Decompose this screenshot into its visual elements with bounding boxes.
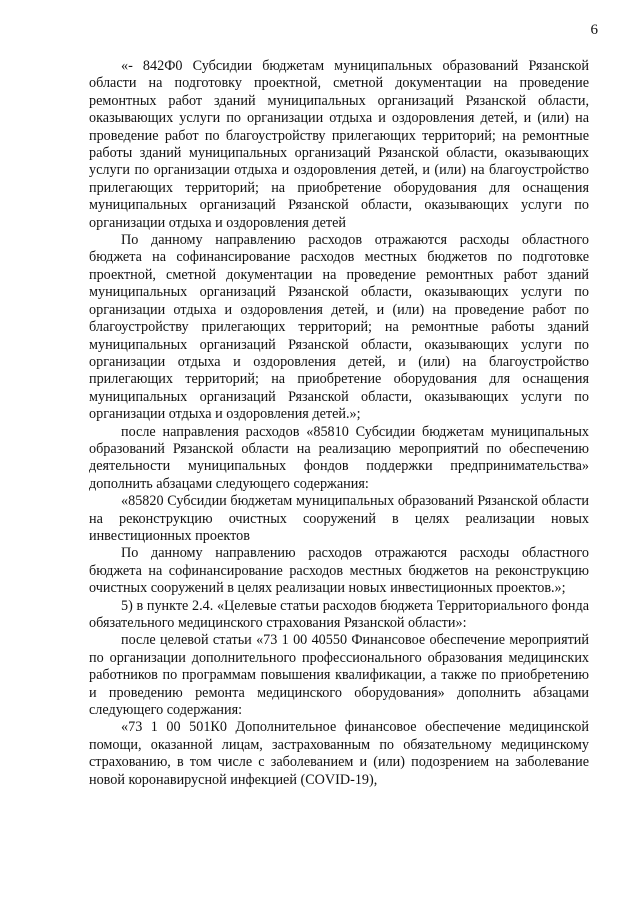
paragraph-subsidy-842F0-description: По данному направлению расходов отражаются расходы областного бюджета на софинансирование расходов местных бюджетов по подготовке проектной, сметной документации на проведение ремонтных работ зданий муниципальных организаций Рязанской области, оказывающих услуги по организации отдыха и оздоровления детей, и (или) на проведение работ по благоустройству прилегающих территорий; на ремонтные работы зданий муниципальных организаций Рязанской области, оказывающих услуги по организации отдыха и оздоровления детей, и (или) на благоустройство прилегающих территорий; на приобретение оборудования для оснащения муниципальных организаций Рязанской области, оказывающих услуги по организации отдыха и оздоровления детей.»; xyxy=(89,232,589,423)
page-number: 6 xyxy=(590,22,598,38)
paragraph-item-5: 5) в пункте 2.4. «Целевые статьи расходов бюджета Территориального фонда обязательного медицинского страхования Рязанской области»: xyxy=(89,597,589,631)
paragraph-after-85810: после направления расходов «85810 Субсидии бюджетам муниципальных образований Рязанской области на реализацию мероприятий по обеспечению деятельности муниципальных фондов поддержки предпринимательства» дополнить абзацами следующего содержания: xyxy=(89,423,589,492)
paragraph-after-40550: после целевой статьи «73 1 00 40550 Финансовое обеспечение мероприятий по организации дополнительного профессионального образования медицинских работников по программам повышения квалификации, а также по приобретению и проведению ремонта медицинского оборудования» дополнить абзацами следующего содержания: xyxy=(89,632,589,719)
paragraph-501K0: «73 1 00 501К0 Дополнительное финансовое обеспечение медицинской помощи, оказанной лицам, застрахованным по обязательному медицинскому страхованию, в том числе с заболеванием и (или) подозрением на заболевание новой коронавирусной инфекцией (COVID-19), xyxy=(89,719,589,788)
paragraph-subsidy-842F0-heading: «- 842Ф0 Субсидии бюджетам муниципальных образований Рязанской области на подготовку проектной, сметной документации на проведение ремонтных работ зданий муниципальных организаций Рязанской области, оказывающих услуги по организации отдыха и оздоровления детей, и (или) на проведение работ по благоустройству прилегающих территорий; на ремонтные работы зданий муниципальных организаций Рязанской области, оказывающих услуги по организации отдыха и оздоровления детей, и (или) на благоустройство прилегающих территорий; на приобретение оборудования для оснащения муниципальных организаций Рязанской области, оказывающих услуги по организации отдыха и оздоровления детей xyxy=(89,58,589,231)
paragraph-subsidy-85820-heading: «85820 Субсидии бюджетам муниципальных образований Рязанской области на реконструкцию очистных сооружений в целях реализации новых инвестиционных проектов xyxy=(89,493,589,544)
paragraph-subsidy-85820-description: По данному направлению расходов отражаются расходы областного бюджета на софинансирование расходов местных бюджетов на реконструкцию очистных сооружений в целях реализации новых инвестиционных проектов.»; xyxy=(89,545,589,597)
document-body xyxy=(89,58,589,789)
